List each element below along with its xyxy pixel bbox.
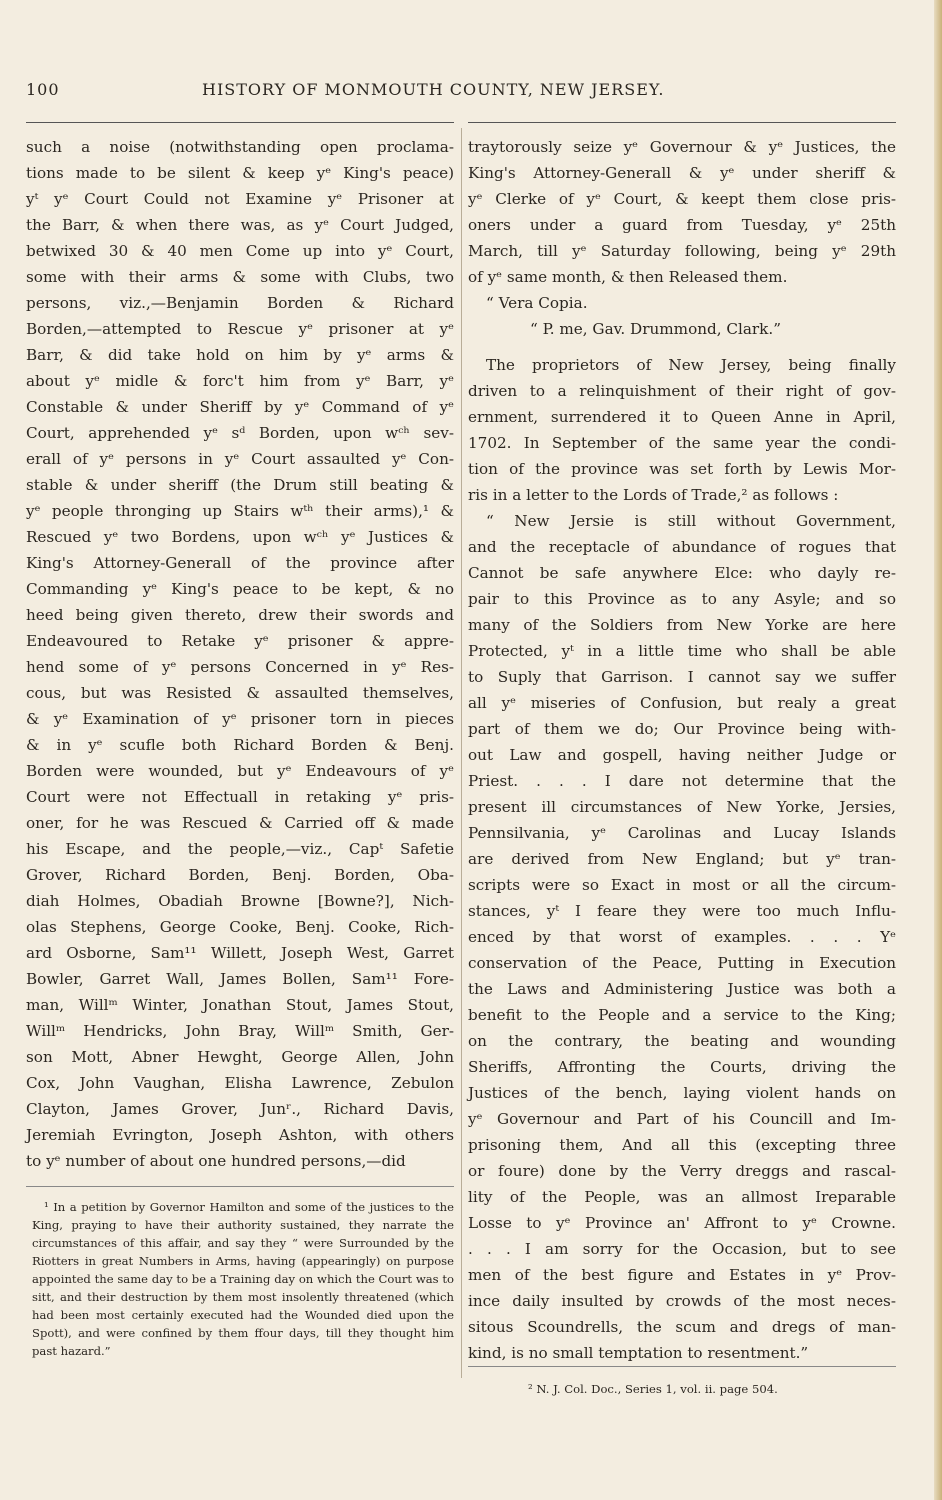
left-column — [26, 134, 454, 1174]
text-line: Endeavoured to Retake yᵉ prisoner & appre- — [26, 632, 454, 650]
text-line: & in yᵉ scufle both Richard Borden & Benj. — [26, 736, 454, 754]
text-line: son Mott, Abner Hewght, George Allen, John — [26, 1048, 454, 1066]
text-line: Borden,—attempted to Rescue yᵉ prisoner at yᵉ — [26, 320, 454, 338]
text-line: diah Holmes, Obadiah Browne [Bowne?], Nich- — [26, 892, 454, 910]
text-line: present ill circumstances of New Yorke, Jersies, — [468, 798, 896, 816]
text-line: pair to this Province as to any Asyle; and so — [468, 590, 896, 608]
text-line: persons, viz.,—Benjamin Borden & Richard — [26, 294, 454, 312]
text-line: tion of the province was set forth by Lewis Mor- — [468, 460, 896, 478]
text-line: tions made to be silent & keep yᵉ King's peace) — [26, 164, 454, 182]
text-line: Barr, & did take hold on him by yᵉ arms & — [26, 346, 454, 364]
text-line: & yᵉ Examination of yᵉ prisoner torn in pieces — [26, 710, 454, 728]
left-footnote-rule — [26, 1186, 454, 1187]
text-line: of yᵉ same month, & then Released them. — [468, 268, 788, 286]
text-line: yᵉ Clerke of yᵉ Court, & keept them close pris- — [468, 190, 896, 208]
text-line: are derived from New England; but yᵉ tran- — [468, 850, 896, 868]
text-line: his Escape, and the people,—viz., Capᵗ Safetie — [26, 840, 454, 858]
text-line: Priest. . . . I dare not determine that the — [468, 772, 896, 790]
text-line: hend some of yᵉ persons Concerned in yᵉ Res- — [26, 658, 454, 676]
text-line: “ New Jersie is still without Government, — [486, 512, 896, 530]
text-line: out Law and gospell, having neither Judge or — [468, 746, 896, 764]
text-line: man, Willᵐ Winter, Jonathan Stout, James Stout, — [26, 996, 454, 1014]
text-line: enced by that worst of examples. . . . Yᵉ — [468, 928, 896, 946]
text-line: on the contrary, the beating and wounding — [468, 1032, 896, 1050]
footnote-1: ¹ In a petition by Governor Hamilton and some of the justices to the King, praying to have their authority sustained, they narrate the circumstances of this affair, and say they “ were Surrounded by the Riotters in great Numbers in Arms, having (appearingly) on purpose appointed the same day to be a Training day on which the Court was to sitt, and their destruction by them most insolently threatened (which had been most certainly executed had the Wounded died upon the Spott), and were confined by them ffour days, till they thought him past hazard.” — [32, 1200, 454, 1358]
text-line: yᵉ Governour and Part of his Councill and Im- — [468, 1110, 896, 1128]
left-column-top-rule — [26, 122, 454, 123]
text-line: Court were not Effectuall in retaking yᵉ pris- — [26, 788, 454, 806]
text-line: kind, is no small temptation to resentment.” — [468, 1344, 809, 1362]
page-edge — [934, 0, 942, 1500]
text-line: King's Attorney-Generall of the province after — [26, 554, 454, 572]
running-head: HISTORY OF MONMOUTH COUNTY, NEW JERSEY. — [202, 80, 665, 99]
text-line: yᵉ people thronging up Stairs wᵗʰ their arms),¹ & — [26, 502, 454, 520]
text-line: lity of the People, was an allmost Ireparable — [468, 1188, 896, 1206]
text-line: . . . I am sorry for the Occasion, but to see — [468, 1240, 896, 1258]
text-line: benefit to the People and a service to the King; — [468, 1006, 896, 1024]
page-number: 100 — [26, 80, 60, 99]
text-line: prisoning them, And all this (excepting three — [468, 1136, 896, 1154]
page-header — [26, 80, 916, 106]
text-line: Pennsilvania, yᵉ Carolinas and Lucay Islands — [468, 824, 896, 842]
right-footnote-rule — [468, 1366, 896, 1367]
paragraph-morris-letter — [468, 508, 896, 1366]
text-line: oners under a guard from Tuesday, yᵉ 25th — [468, 216, 896, 234]
text-line: erall of yᵉ persons in yᵉ Court assaulted yᵉ Con- — [26, 450, 454, 468]
text-line: or foure) done by the Verry dreggs and rascal- — [468, 1162, 896, 1180]
text-line: driven to a relinquishment of their right of gov- — [468, 382, 896, 400]
text-line: heed being given thereto, drew their swords and — [26, 606, 454, 624]
text-line: The proprietors of New Jersey, being finally — [486, 356, 896, 374]
text-line: some with their arms & some with Clubs, two — [26, 268, 454, 286]
text-line: 1702. In September of the same year the condi- — [468, 434, 896, 452]
right-column-top-rule — [468, 122, 896, 123]
text-line: Jeremiah Evrington, Joseph Ashton, with others — [26, 1126, 454, 1144]
signature-line: “ P. me, Gav. Drummond, Clark.” — [530, 320, 781, 338]
text-line: betwixed 30 & 40 men Come up into yᵉ Court, — [26, 242, 454, 260]
text-line: all yᵉ miseries of Confusion, but realy a great — [468, 694, 896, 712]
text-line: Clayton, James Grover, Junʳ., Richard Davis, — [26, 1100, 454, 1118]
text-line: ince daily insulted by crowds of the most neces- — [468, 1292, 896, 1310]
column-divider — [461, 128, 462, 1378]
text-line: Rescued yᵉ two Bordens, upon wᶜʰ yᵉ Justices & — [26, 528, 454, 546]
text-line: ard Osborne, Sam¹¹ Willett, Joseph West, Garret — [26, 944, 454, 962]
text-line: oner, for he was Rescued & Carried off & made — [26, 814, 454, 832]
footnote-2: ² N. J. Col. Doc., Series 1, vol. ii. page 504. — [528, 1382, 778, 1396]
paragraph-arrest-account — [468, 134, 896, 290]
text-line: the Laws and Administering Justice was both a — [468, 980, 896, 998]
text-line: stances, yᵗ I feare they were too much Influ- — [468, 902, 896, 920]
paragraph-proprietors — [468, 352, 896, 508]
text-line: traytorously seize yᵉ Governour & yᵉ Justices, the — [468, 138, 896, 156]
text-line: Constable & under Sheriff by yᵉ Command of yᵉ — [26, 398, 454, 416]
text-line: and the receptacle of abundance of rogues that — [468, 538, 896, 556]
text-line: men of the best figure and Estates in yᵉ Prov- — [468, 1266, 896, 1284]
text-line: many of the Soldiers from New Yorke are here — [468, 616, 896, 634]
text-line: scripts were so Exact in most or all the circum- — [468, 876, 896, 894]
text-line: Justices of the bench, laying violent hands on — [468, 1084, 896, 1102]
text-line: conservation of the Peace, Putting in Execution — [468, 954, 896, 972]
text-line: March, till yᵉ Saturday following, being yᵉ 29th — [468, 242, 896, 260]
text-line: Cannot be safe anywhere Elce: who dayly re- — [468, 564, 896, 582]
text-line: to Suply that Garrison. I cannot say we suffer — [468, 668, 896, 686]
text-line: the Barr, & when there was, as yᵉ Court Judged, — [26, 216, 454, 234]
text-line: ris in a letter to the Lords of Trade,² as follows : — [468, 486, 839, 504]
text-line: ernment, surrendered it to Queen Anne in April, — [468, 408, 896, 426]
text-line: cous, but was Resisted & assaulted themselves, — [26, 684, 454, 702]
text-line: about yᵉ midle & forc't him from yᵉ Barr, yᵉ — [26, 372, 454, 390]
text-line: part of them we do; Our Province being with- — [468, 720, 896, 738]
text-line: yᵗ yᵉ Court Could not Examine yᵉ Prisoner at — [26, 190, 454, 208]
text-line: to yᵉ number of about one hundred persons,—did — [26, 1152, 406, 1170]
text-line: Willᵐ Hendricks, John Bray, Willᵐ Smith, Ger- — [26, 1022, 454, 1040]
text-line: Grover, Richard Borden, Benj. Borden, Oba- — [26, 866, 454, 884]
text-line: King's Attorney-Generall & yᵉ under sheriff & — [468, 164, 896, 182]
text-line: Commanding yᵉ King's peace to be kept, & no — [26, 580, 454, 598]
text-line: stable & under sheriff (the Drum still beating & — [26, 476, 454, 494]
text-line: Protected, yᵗ in a little time who shall be able — [468, 642, 896, 660]
text-line: Court, apprehended yᵉ sᵈ Borden, upon wᶜʰ sev- — [26, 424, 454, 442]
text-line: Borden were wounded, but yᵉ Endeavours of yᵉ — [26, 762, 454, 780]
text-line: Sheriffs, Affronting the Courts, driving the — [468, 1058, 896, 1076]
text-line: sitous Scoundrells, the scum and dregs of man- — [468, 1318, 896, 1336]
text-line: such a noise (notwithstanding open proclama- — [26, 138, 454, 156]
text-line: Losse to yᵉ Province an' Affront to yᵉ Crowne. — [468, 1214, 896, 1232]
text-line: Cox, John Vaughan, Elisha Lawrence, Zebulon — [26, 1074, 454, 1092]
vera-copia-line: “ Vera Copia. — [486, 294, 588, 312]
text-line: olas Stephens, George Cooke, Benj. Cooke, Rich- — [26, 918, 454, 936]
right-column — [468, 134, 896, 1366]
text-line: Bowler, Garret Wall, James Bollen, Sam¹¹ Fore- — [26, 970, 454, 988]
